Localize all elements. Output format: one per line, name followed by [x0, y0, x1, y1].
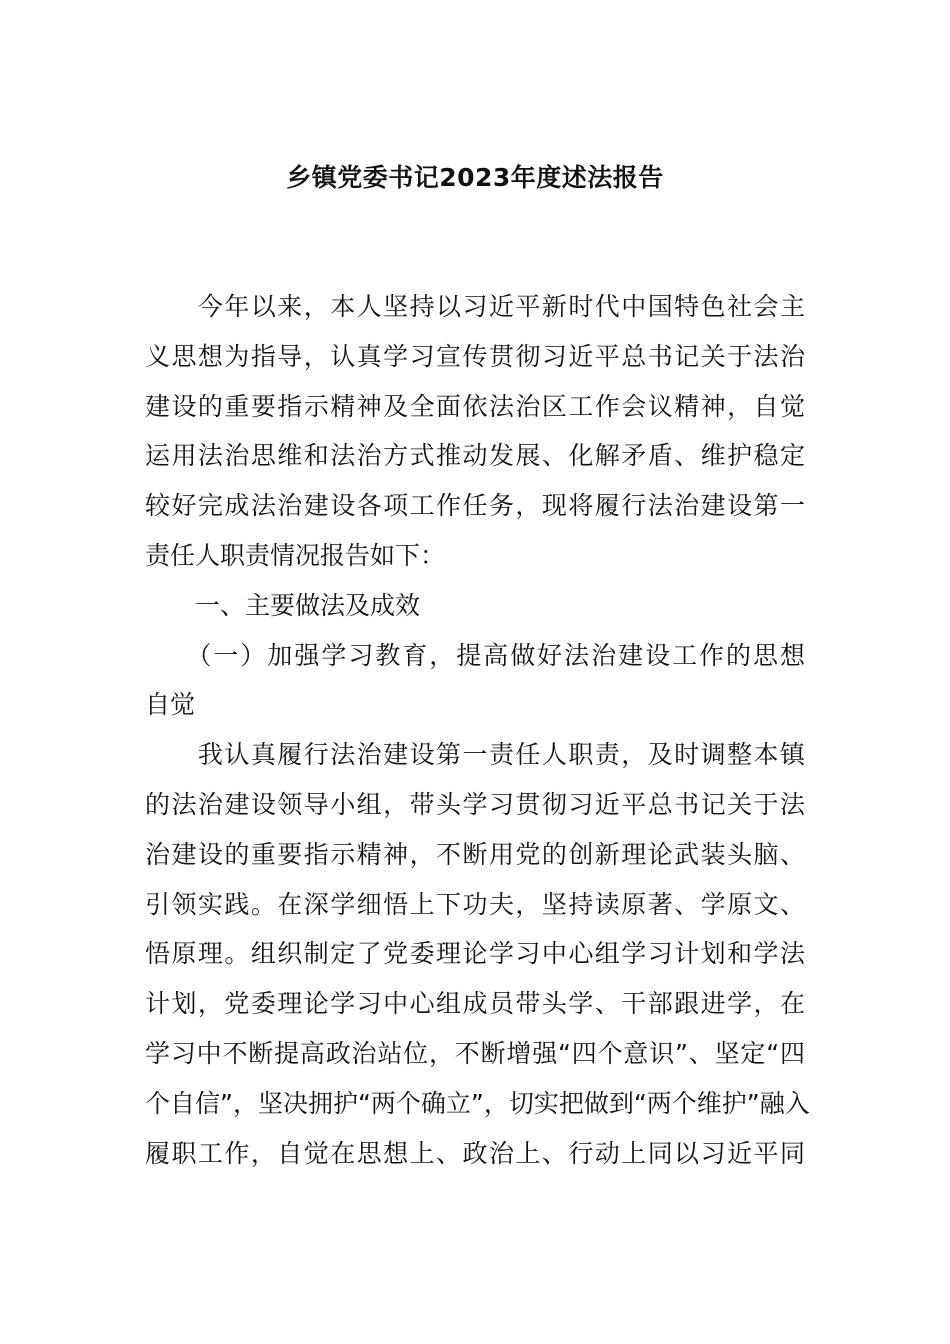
subsection-heading: （一）加强学习教育，提高做好法治建设工作的思想 — [145, 640, 805, 670]
body-line: 引领实践。在深学细悟上下功夫，坚持读原著、学原文、 — [145, 889, 805, 919]
body-line: 治建设的重要指示精神，不断用党的创新理论武装头脑、 — [145, 839, 805, 869]
body-line: 责任人职责情况报告如下： — [145, 540, 446, 570]
body-line: 计划，党委理论学习中心组成员带头学、干部跟进学，在 — [145, 989, 805, 1019]
document-body — [145, 282, 810, 1178]
body-line: 建设的重要指示精神及全面依法治区工作会议精神，自觉 — [145, 391, 805, 421]
section-heading: 一、主要做法及成效 — [145, 590, 421, 620]
body-line: 我认真履行法治建设第一责任人职责，及时调整本镇 — [145, 740, 805, 770]
body-line: 个自信”，坚决拥护“两个确立”，切实把做到“两个维护”融入 — [145, 1088, 810, 1118]
body-line: 较好完成法治建设各项工作任务，现将履行法治建设第一 — [145, 491, 805, 521]
body-line: 学习中不断提高政治站位，不断增强“四个意识”、坚定“四 — [145, 1038, 805, 1068]
document-title: 乡镇党委书记2023年度述法报告 — [286, 163, 664, 192]
body-line: 悟原理。组织制定了党委理论学习中心组学习计划和学法 — [145, 939, 805, 969]
body-line: 履职工作，自觉在思想上、政治上、行动上同以习近平同 — [145, 1138, 805, 1168]
body-line: 运用法治思维和法治方式推动发展、化解矛盾、维护稳定 — [145, 441, 805, 471]
subsection-heading-cont: 自觉 — [145, 690, 196, 720]
body-line: 义思想为指导，认真学习宣传贯彻习近平总书记关于法治 — [145, 341, 805, 371]
body-line: 今年以来，本人坚持以习近平新时代中国特色社会主 — [145, 292, 805, 321]
body-line: 的法治建设领导小组，带头学习贯彻习近平总书记关于法 — [145, 789, 805, 819]
